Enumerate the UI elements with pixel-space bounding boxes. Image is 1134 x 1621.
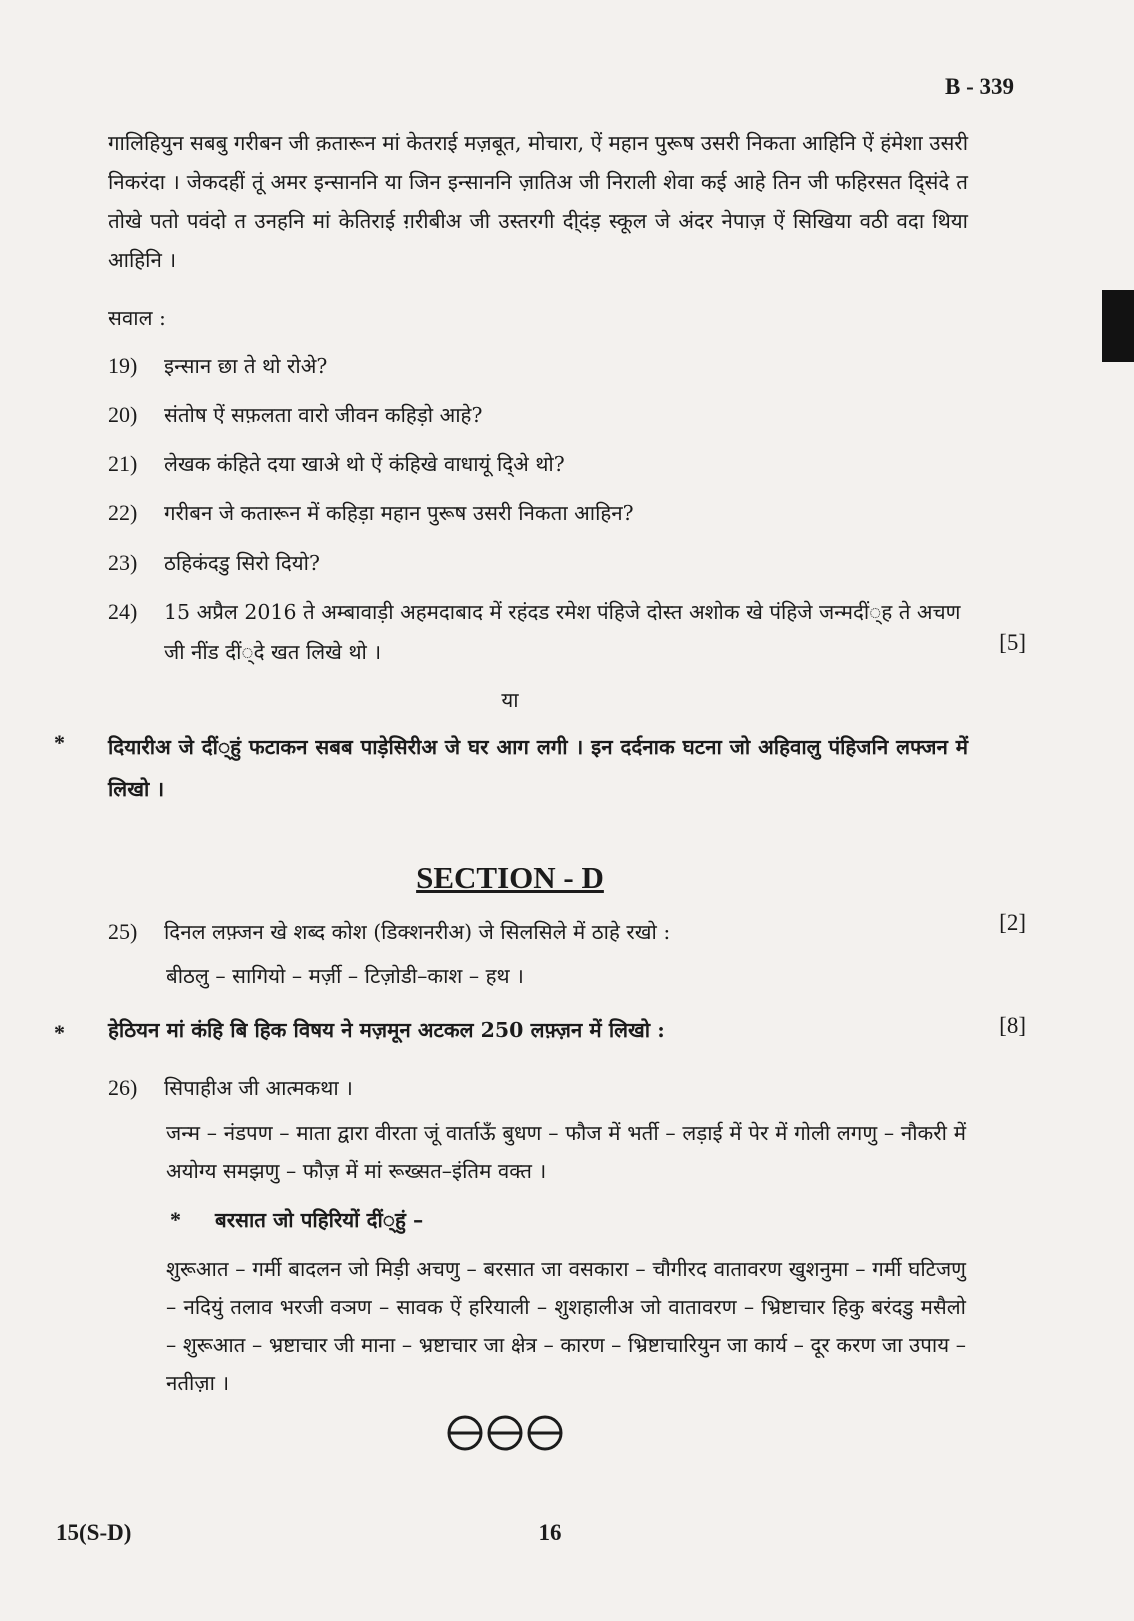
dictionary-words: बीठलु – सागियो – मर्ज़ी – टिज़ोडी–काश – हथ । — [166, 964, 524, 988]
end-mark-icon — [526, 1414, 564, 1452]
question-number: 20) — [108, 402, 138, 427]
essay-topic-points: शुरूआत – गर्मी बादलन जो मिड़ी अचणु – बरसात जा वसकारा – चौगीरद वातावरण खुशनुमा – गर्मी घटिजणु – नदियुं तलाव भरजी वञण – सावक ऐं हरियाली – शुशहालीअ जो वातावरण – भ्रिष्टाचार हिकु बरंदडु मसैलो – शुरूआत – भ्रष्टाचार जी माना – भ्रष्टाचार जा क्षेत्र – कारण – भ्रिष्टाचारियुन जा कार्य – दूर करण जा उपाय – नतीज़ा । — [166, 1257, 966, 1395]
marks-essay: [8] — [999, 1013, 1026, 1038]
question-number: 21) — [108, 451, 138, 476]
question-text: दिनल लफ़्जन खे शब्द कोश (डिक्शनरीअ) जे सिलसिले में ठाहे रखो : — [164, 920, 671, 944]
question-number: 23) — [108, 550, 138, 575]
passage-text: गालिहियुन सबबु गरीबन जी क़तारून मां केतराई मज़बूत, मोचारा, ऐं महान पुरूष उसरी निकता आहिनि ऐं हंमेशा उसरी निकरंदा । जेकदहीं तूं अमर इन्साननि या जिन इन्साननि ज़ातिअ जी निराली शेवा कई आहे तिन जी फहिरसत दि्संदे त तोखे पतो पवंदो त उनहनि मां केतिराई ग़रीबीअ जी उस्तरगी दी्दंड़ स्कूल जे अंदर नेपाज़ ऐं सिखिया वठी वदा थिया आहिनि । — [108, 131, 968, 272]
or-label: या — [501, 688, 519, 712]
essay-topic-points: जन्म – नंडपण – माता द्वारा वीरता जूं वार्ताऊँ बुधण – फौज में भर्ती – लड़ाई में पेर में गोली लगणु – नौकरी में अयोग्य समझणु – फौज़ में मां रूख्सत–इंतिम वक्त । — [166, 1121, 966, 1183]
asterisk-icon: * — [54, 1020, 65, 1045]
questions-label: सवाल : — [108, 306, 166, 330]
question-24 — [108, 592, 968, 672]
question-number: 22) — [108, 500, 138, 525]
page-number: 16 — [538, 1520, 562, 1545]
question-text: गरीबन जे कतारून में कहिड़ा महान पुरूष उसरी निकता आहिन? — [164, 501, 634, 525]
question-text: 15 अप्रैल 2016 ते अम्बावाड़ी अहमदाबाद में रहंदड रमेश पंहिजे दोस्त अशोक खे पंहिजे जन्मदीं्ह ते अचण जी नींड दीं्दे खत लिखे थो । — [164, 600, 961, 664]
question-number: 24) — [108, 599, 138, 624]
question-22 — [108, 499, 634, 527]
edge-tab-marker — [1102, 290, 1134, 362]
question-number: 25) — [108, 919, 138, 944]
alternative-question: दियारीअ जे दीं्हुं फटाकन सबब पाड़ेसिरीअ जे घर आग लगी । इन दर्दनाक घटना जो अहिवालु पंहिजनि लफ्जन में लिखो । — [108, 735, 968, 801]
essay-topic-title: सिपाहीअ जी आत्मकथा । — [164, 1076, 353, 1100]
essay-topic-2 — [170, 1206, 423, 1234]
question-text: संतोष ऐं सफ़लता वारो जीवन कहिड़ो आहे? — [164, 403, 483, 427]
marks-q25: [2] — [999, 910, 1026, 935]
question-number: 26) — [108, 1075, 138, 1100]
question-23 — [108, 549, 320, 577]
question-26 — [108, 1074, 353, 1102]
question-text: इन्सान छा ते थो रोअे? — [164, 354, 328, 378]
question-21 — [108, 450, 565, 478]
asterisk-icon: * — [54, 730, 65, 755]
paper-code: B - 339 — [945, 74, 1014, 99]
essay-topic-title: बरसात जो पहिरियों दीं्हुं – — [215, 1208, 424, 1232]
question-text: ठहिकंदडु सिरो दियो? — [164, 551, 320, 575]
question-19 — [108, 352, 327, 380]
end-mark-icon — [446, 1414, 484, 1452]
marks-q24: [5] — [999, 630, 1026, 655]
end-of-paper-marks — [446, 1414, 564, 1452]
question-20 — [108, 401, 482, 429]
question-number: 19) — [108, 353, 138, 378]
section-title: SECTION - D — [416, 860, 604, 895]
asterisk-icon: * — [170, 1207, 181, 1232]
essay-instruction: हेठियन मां कंहि बि हिक विषय ने मज़मून अटकल 250 लफ़्ज़न में लिखो : — [108, 1018, 665, 1042]
question-text: लेखक कंहिते दया खाअे थो ऐं कंहिखे वाधायूं दि्अे थो? — [164, 452, 565, 476]
end-mark-icon — [486, 1414, 524, 1452]
question-25 — [108, 918, 670, 946]
footer-code: 15(S-D) — [56, 1520, 132, 1545]
